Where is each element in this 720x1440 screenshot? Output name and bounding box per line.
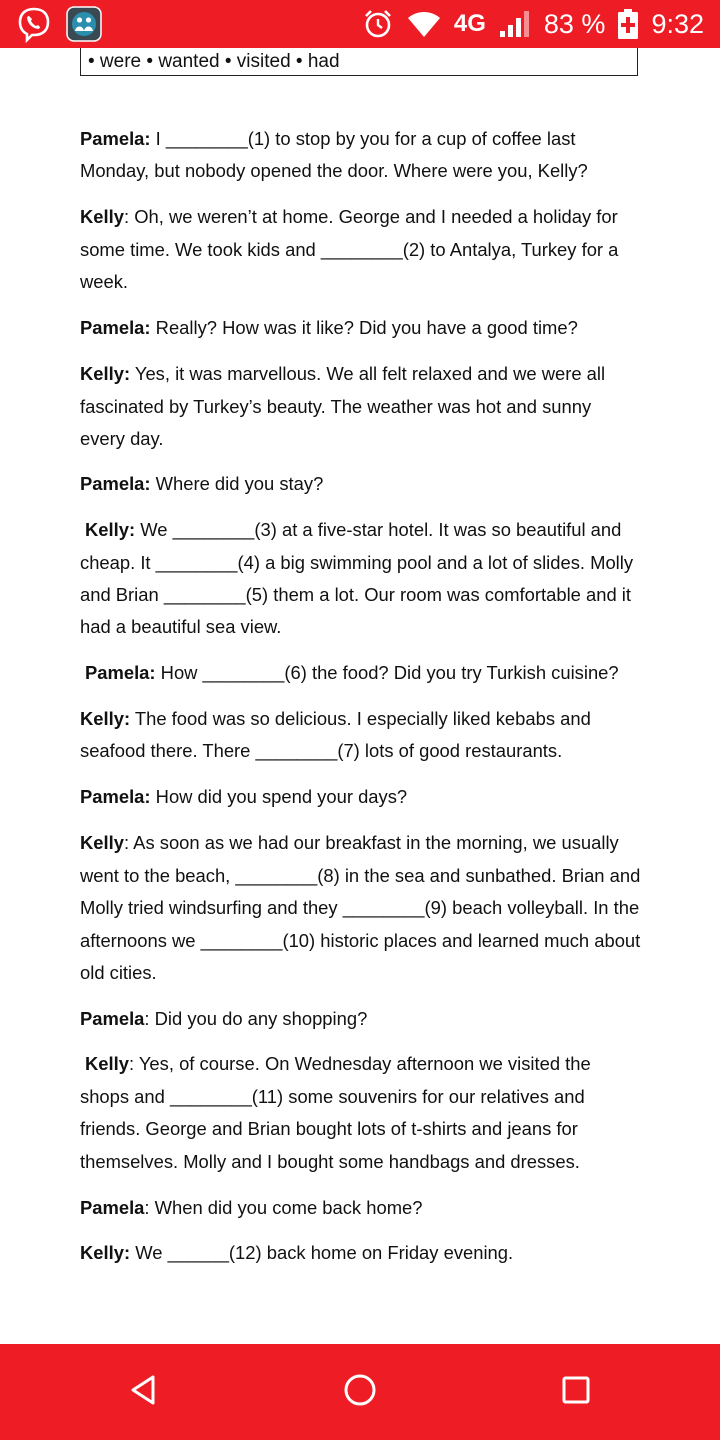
dialogue-line: and Brian ________(5) them a lot. Our room was comfortable and it <box>80 584 631 605</box>
recents-button[interactable] <box>552 1368 600 1416</box>
family-link-icon[interactable] <box>64 4 104 44</box>
line-text: : As soon as we had our breakfast in the morning, we usually <box>123 832 619 853</box>
system-status <box>362 0 704 48</box>
dialogue-line <box>85 657 650 690</box>
home-circle-icon <box>342 1372 378 1413</box>
speaker-label: Kelly <box>80 832 124 853</box>
dialogue-line: had a beautiful sea view. <box>80 616 282 637</box>
line-text: Really? How was it like? Did you have a good time? <box>150 317 578 338</box>
back-triangle-icon <box>126 1372 162 1413</box>
recents-square-icon <box>558 1372 594 1413</box>
status-bar <box>0 0 720 48</box>
dialogue-line <box>80 358 645 391</box>
line-text: How did you spend your days? <box>150 786 408 807</box>
speaker-label: Kelly: <box>80 363 131 384</box>
dialogue-line: Molly tried windsurfing and they ________(9) beach volleyball. In the <box>80 897 640 918</box>
dialogue-line <box>85 514 650 547</box>
home-button[interactable] <box>336 1368 384 1416</box>
dialogue-line: old cities. <box>80 962 157 983</box>
dialogue-line <box>80 123 645 156</box>
speaker-label: Kelly: <box>85 519 136 540</box>
network-type: 4G <box>453 10 486 37</box>
dialogue-line: Monday, but nobody opened the door. Where were you, Kelly? <box>80 160 588 181</box>
dialogue-line: some time. We took kids and ________(2) to Antalya, Turkey for a <box>80 239 619 260</box>
dialogue-line <box>80 201 645 234</box>
speaker-label: Pamela: <box>80 786 151 807</box>
dialogue-line <box>85 1048 650 1081</box>
navigation-bar <box>0 1344 720 1440</box>
speaker-label: Pamela: <box>85 662 156 683</box>
speaker-label: Pamela: <box>80 473 151 494</box>
viber-icon[interactable] <box>14 4 54 44</box>
clock-time: 9:32 <box>651 8 704 39</box>
line-text: We ________(3) at a five-star hotel. It was so beautiful and <box>135 519 622 540</box>
line-text: I ________(1) to stop by you for a cup of coffee last <box>150 128 576 149</box>
dialogue-line: seafood there. There ________(7) lots of good restaurants. <box>80 740 563 761</box>
speaker-label: Kelly <box>80 206 124 227</box>
speaker-label: Pamela <box>80 1008 145 1029</box>
dialogue-line: friends. George and Brian bought lots of t-shirts and jeans for <box>80 1118 578 1139</box>
dialogue-line <box>80 312 645 345</box>
signal-bars-icon <box>498 9 532 39</box>
battery-icon <box>617 8 639 40</box>
line-text: How ________(6) the food? Did you try Turkish cuisine? <box>155 662 619 683</box>
line-text: : Yes, of course. On Wednesday afternoon we visited the <box>128 1053 591 1074</box>
alarm-clock-icon <box>362 8 394 40</box>
line-text: The food was so delicious. I especially liked kebabs and <box>130 708 591 729</box>
dialogue-line <box>80 468 645 501</box>
speaker-label: Kelly <box>85 1053 129 1074</box>
battery-percent: 83 % <box>543 8 606 39</box>
word-box: • were • wanted • visited • had <box>80 48 638 76</box>
speaker-label: Pamela <box>80 1197 145 1218</box>
wifi-icon <box>406 9 442 39</box>
dialogue-line: shops and ________(11) some souvenirs for our relatives and <box>80 1086 585 1107</box>
dialogue-line <box>80 781 645 814</box>
speaker-label: Pamela: <box>80 317 151 338</box>
dialogue-line <box>80 703 645 736</box>
dialogue-line <box>80 1237 645 1270</box>
dialogue-line: cheap. It ________(4) a big swimming pool and a lot of slides. Molly <box>80 552 634 573</box>
dialogue-line <box>80 827 645 860</box>
back-button[interactable] <box>120 1368 168 1416</box>
dialogue-line <box>80 1003 645 1036</box>
dialogue-line: fascinated by Turkey’s beauty. The weather was hot and sunny <box>80 396 592 417</box>
dialogue-line: every day. <box>80 428 164 449</box>
speaker-label: Kelly: <box>80 1242 131 1263</box>
notification-icons <box>14 4 104 44</box>
line-text: : Did you do any shopping? <box>144 1008 368 1029</box>
dialogue-line: week. <box>80 271 129 292</box>
dialogue-line: went to the beach, ________(8) in the sea and sunbathed. Brian and <box>80 865 641 886</box>
line-text: : Oh, we weren’t at home. George and I needed a holiday for <box>123 206 618 227</box>
speaker-label: Pamela: <box>80 128 151 149</box>
line-text: Yes, it was marvellous. We all felt relaxed and we were all <box>130 363 606 384</box>
dialogue-line: themselves. Molly and I bought some handbags and dresses. <box>80 1151 580 1172</box>
line-text: : When did you come back home? <box>144 1197 423 1218</box>
line-text: We ______(12) back home on Friday evening. <box>130 1242 514 1263</box>
speaker-label: Kelly: <box>80 708 131 729</box>
dialogue-line: afternoons we ________(10) historic places and learned much about <box>80 930 641 951</box>
dialogue-line <box>80 1192 645 1225</box>
line-text: Where did you stay? <box>150 473 324 494</box>
